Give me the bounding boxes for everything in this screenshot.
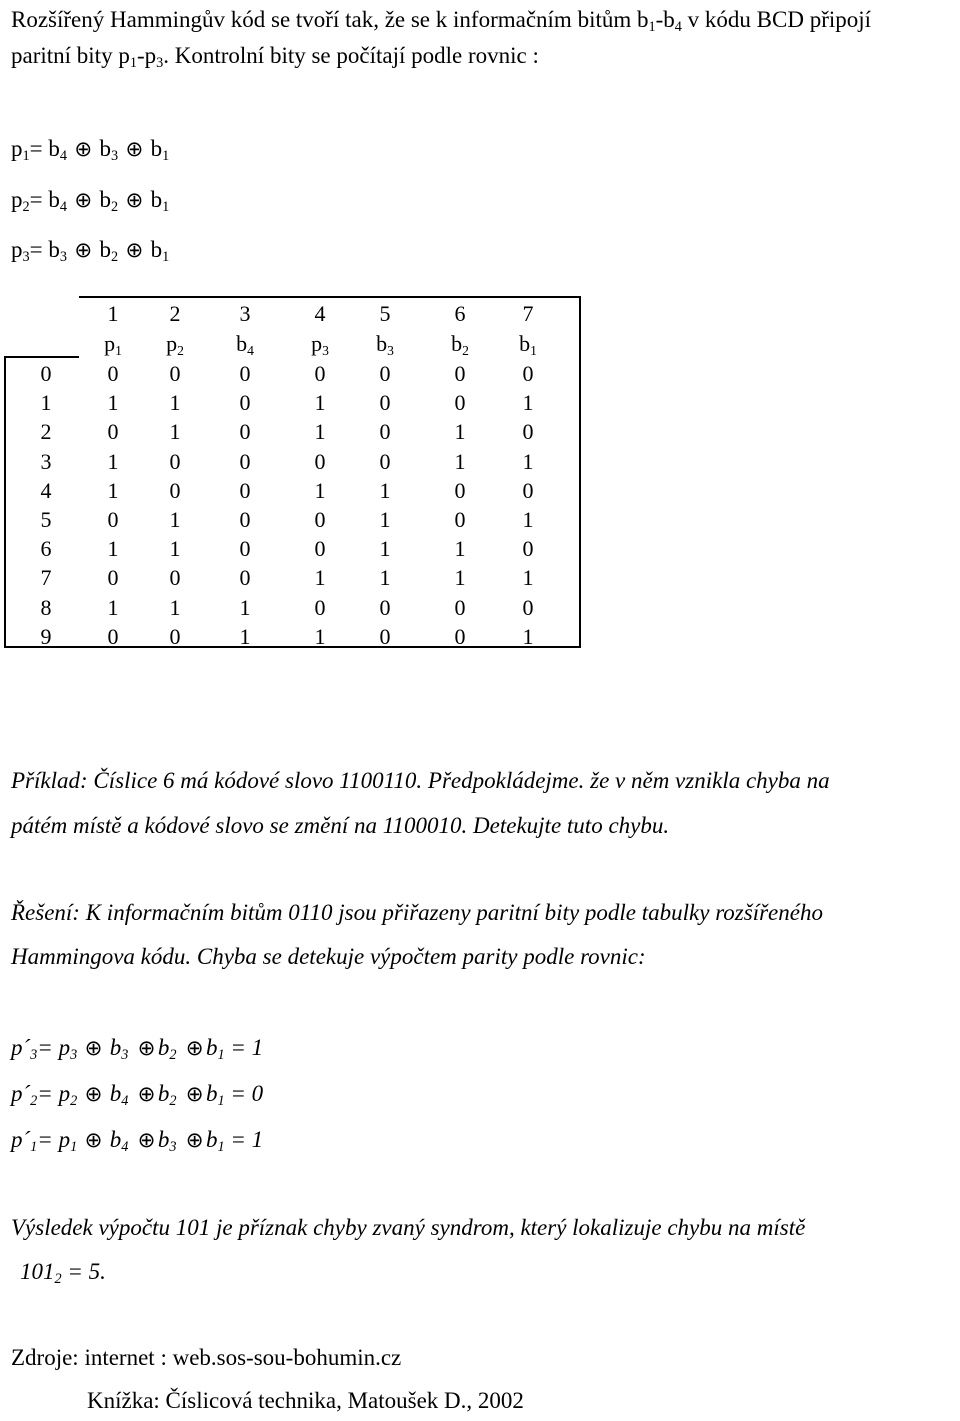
table-cell: 1	[107, 477, 119, 503]
xor-operator: ⊕	[125, 136, 144, 161]
eq-result: = 1	[224, 1035, 264, 1060]
xor-operator: ⊕	[84, 1081, 103, 1106]
table-cell: 0	[239, 361, 251, 386]
table-header-bit	[93, 329, 133, 358]
table-cell: 0	[379, 361, 391, 386]
subscript: 2	[169, 1046, 177, 1063]
table-header-position: 2	[169, 301, 181, 326]
table-row-digit: 6	[40, 536, 52, 562]
table-header-bit	[300, 329, 340, 358]
eq-term: p´	[11, 1081, 31, 1106]
table-cell: 0	[239, 477, 251, 503]
table-cell: 0	[239, 565, 251, 591]
subscript: 2	[177, 342, 184, 358]
intro-text: . Kontrolní bity se počítají podle rovnic :	[163, 43, 539, 68]
eq-term: = b	[29, 187, 60, 212]
solution-line-2: Hammingova kódu. Chyba se detekuje výpočtem parity podle rovnic:	[11, 944, 646, 969]
table-row-digit: 0	[40, 361, 52, 386]
bit-name: b	[236, 331, 248, 356]
table-header-bit	[155, 329, 195, 358]
subscript: 4	[674, 18, 682, 35]
eq-term: b	[206, 1035, 218, 1060]
eq-term: b	[157, 1035, 170, 1060]
parity-equation	[11, 230, 169, 270]
intro-text: paritní bity p	[11, 43, 130, 68]
subscript: 1	[162, 147, 170, 164]
subscript: 3	[322, 342, 329, 358]
table-cell: 0	[314, 536, 326, 562]
eq-term: = p	[37, 1081, 71, 1106]
eq-term: b	[99, 136, 111, 161]
subscript: 3	[387, 342, 394, 358]
table-cell: 0	[107, 623, 119, 649]
table-cell: 1	[169, 507, 181, 532]
parity-equation	[11, 180, 169, 220]
table-cell: 1	[239, 594, 251, 620]
xor-operator: ⊕	[74, 187, 93, 212]
table-cell: 0	[522, 594, 534, 620]
result-value: = 5.	[61, 1259, 106, 1284]
subscript: 3	[111, 147, 119, 164]
table-cell: 1	[379, 536, 391, 562]
sources-line-1: Zdroje: internet : web.sos-sou-bohumin.cz	[11, 1345, 402, 1370]
eq-term: = p	[37, 1127, 71, 1152]
eq-term: = b	[29, 237, 60, 262]
table-cell: 0	[379, 419, 391, 445]
xor-operator: ⊕	[74, 237, 93, 262]
subscript: 2	[169, 1092, 177, 1109]
eq-term: b	[109, 1127, 122, 1152]
table-cell: 0	[379, 594, 391, 620]
table-cell: 1	[107, 594, 119, 620]
subscript: 4	[121, 1092, 129, 1109]
eq-term: p	[11, 237, 23, 262]
eq-term: b	[157, 1081, 170, 1106]
table-header-position: 1	[107, 301, 119, 326]
table-cell: 0	[379, 623, 391, 649]
table-row-digit: 3	[40, 448, 52, 474]
table-cell: 0	[107, 565, 119, 591]
eq-term: b	[157, 1127, 170, 1152]
table-cell: 0	[169, 361, 181, 386]
result-value: 101	[20, 1259, 55, 1284]
xor-operator: ⊕	[74, 136, 93, 161]
result-line-2	[20, 1252, 106, 1292]
table-row-digit: 4	[40, 477, 52, 503]
syndrome-equation	[11, 1028, 263, 1068]
subscript: 2	[30, 1092, 38, 1109]
table-cell: 1	[107, 390, 119, 416]
table-cell: 0	[522, 536, 534, 562]
subscript: 1	[30, 1138, 38, 1155]
sources-line-2: Knížka: Číslicová technika, Matoušek D., 2002	[87, 1388, 524, 1413]
eq-result: = 0	[224, 1081, 264, 1106]
eq-term: b	[99, 187, 111, 212]
table-cell: 0	[107, 419, 119, 445]
subscript: 2	[111, 248, 119, 265]
table-cell: 1	[239, 623, 251, 649]
table-cell: 0	[522, 361, 534, 386]
table-cell: 0	[239, 448, 251, 474]
parity-equation	[11, 129, 169, 169]
table-cell: 1	[169, 419, 181, 445]
syndrome-equation	[11, 1120, 263, 1160]
table-cell: 0	[454, 507, 466, 532]
table-cell: 1	[314, 623, 326, 649]
subscript: 1	[129, 54, 137, 71]
subscript: 1	[530, 342, 537, 358]
table-row-digit: 7	[40, 565, 52, 591]
table-cell: 1	[314, 565, 326, 591]
subscript: 4	[59, 198, 67, 215]
eq-term: b	[109, 1081, 122, 1106]
table-cell: 1	[169, 390, 181, 416]
table-cell: 1	[379, 477, 391, 503]
table-header-position: 5	[379, 301, 391, 326]
table-header-position: 4	[314, 301, 326, 326]
subscript: 2	[54, 1270, 62, 1287]
table-cell: 0	[454, 477, 466, 503]
subscript: 1	[648, 18, 656, 35]
solution-line-1: Řešení: K informačním bitům 0110 jsou přiřazeny paritní bity podle tabulky rozšířeného	[11, 900, 823, 925]
subscript: 4	[121, 1138, 129, 1155]
xor-operator: ⊕	[179, 1081, 204, 1106]
table-row-digit: 5	[40, 507, 52, 532]
table-cell: 1	[314, 419, 326, 445]
xor-operator: ⊕	[179, 1035, 204, 1060]
table-cell: 1	[454, 448, 466, 474]
subscript: 3	[121, 1046, 129, 1063]
eq-term: b	[99, 237, 111, 262]
bit-name: p	[311, 331, 323, 356]
table-cell: 1	[314, 390, 326, 416]
table-cell: 0	[379, 448, 391, 474]
table-cell: 1	[379, 507, 391, 532]
table-row-digit: 1	[40, 390, 52, 416]
subscript: 1	[217, 1046, 225, 1063]
xor-operator: ⊕	[125, 237, 144, 262]
table-header-position: 7	[522, 301, 534, 326]
table-cell: 0	[522, 477, 534, 503]
xor-operator: ⊕	[179, 1127, 204, 1152]
eq-term: = p	[37, 1035, 71, 1060]
subscript: 2	[22, 198, 30, 215]
eq-term: b	[150, 136, 163, 161]
syndrome-equation	[11, 1074, 263, 1114]
eq-term: p´	[11, 1127, 31, 1152]
table-header-bit	[225, 329, 265, 358]
table-header-rule	[4, 356, 79, 358]
table-cell: 1	[169, 536, 181, 562]
table-cell: 1	[522, 507, 534, 532]
subscript: 2	[111, 198, 119, 215]
subscript: 3	[30, 1046, 38, 1063]
example-line-2: pátém místě a kódové slovo se změní na 1100010. Detekujte tuto chybu.	[11, 813, 670, 838]
table-cell: 1	[169, 594, 181, 620]
bit-name: p	[104, 331, 116, 356]
subscript: 3	[169, 1138, 177, 1155]
subscript: 1	[217, 1138, 225, 1155]
table-cell: 1	[379, 565, 391, 591]
table-cell: 0	[314, 594, 326, 620]
table-header-bit	[508, 329, 548, 358]
intro-text: Rozšířený Hammingův kód se tvoří tak, že se k informačním bitům b	[11, 7, 649, 32]
table-cell: 1	[454, 419, 466, 445]
eq-term: p	[11, 136, 23, 161]
table-cell: 0	[239, 419, 251, 445]
eq-term: b	[206, 1081, 218, 1106]
table-row-digit: 9	[40, 623, 52, 649]
subscript: 3	[156, 54, 164, 71]
table-header-bit	[365, 329, 405, 358]
eq-term: b	[109, 1035, 122, 1060]
subscript: 3	[59, 248, 67, 265]
bit-name: b	[519, 331, 531, 356]
table-cell: 0	[379, 390, 391, 416]
xor-operator: ⊕	[84, 1127, 103, 1152]
table-cell: 0	[169, 448, 181, 474]
subscript: 1	[162, 198, 170, 215]
table-header-position: 3	[239, 301, 251, 326]
eq-term: b	[150, 187, 163, 212]
xor-operator: ⊕	[130, 1035, 156, 1060]
table-cell: 0	[314, 361, 326, 386]
subscript: 1	[217, 1092, 225, 1109]
table-cell: 1	[454, 536, 466, 562]
example-line-1: Příklad: Číslice 6 má kódové slovo 1100110. Předpokládejme. že v něm vznikla chyba na	[11, 768, 830, 793]
table-cell: 1	[454, 565, 466, 591]
table-cell: 0	[239, 507, 251, 532]
table-cell: 0	[169, 477, 181, 503]
eq-term: = b	[29, 136, 60, 161]
table-cell: 0	[454, 594, 466, 620]
table-cell: 0	[239, 536, 251, 562]
table-cell: 0	[314, 448, 326, 474]
intro-line-1	[11, 0, 871, 40]
table-header-bit	[440, 329, 480, 358]
bit-name: p	[166, 331, 178, 356]
eq-term: p	[11, 187, 23, 212]
subscript: 1	[162, 248, 170, 265]
subscript: 4	[247, 342, 254, 358]
hamming-code-table	[4, 296, 581, 648]
table-cell: 1	[314, 477, 326, 503]
xor-operator: ⊕	[130, 1081, 156, 1106]
bit-name: b	[451, 331, 463, 356]
table-corner-blank	[4, 296, 79, 358]
table-cell: 0	[169, 565, 181, 591]
result-line-1: Výsledek výpočtu 101 je příznak chyby zvaný syndrom, který lokalizuje chybu na místě	[11, 1215, 806, 1240]
subscript: 1	[115, 342, 122, 358]
subscript: 1	[22, 147, 30, 164]
eq-term: p´	[11, 1035, 31, 1060]
subscript: 4	[59, 147, 67, 164]
subscript: 3	[22, 248, 30, 265]
intro-line-2	[11, 36, 539, 76]
table-cell: 0	[454, 361, 466, 386]
intro-text: -b	[655, 7, 675, 32]
xor-operator: ⊕	[125, 187, 144, 212]
table-cell: 0	[239, 390, 251, 416]
xor-operator: ⊕	[130, 1127, 156, 1152]
table-cell: 1	[107, 536, 119, 562]
subscript: 1	[70, 1138, 78, 1155]
intro-text: v kódu BCD připojí	[681, 7, 872, 32]
table-cell: 0	[454, 623, 466, 649]
intro-text: -p	[136, 43, 157, 68]
bit-name: b	[376, 331, 388, 356]
table-row-digit: 8	[40, 594, 52, 620]
subscript: 3	[70, 1046, 78, 1063]
xor-operator: ⊕	[84, 1035, 103, 1060]
subscript: 2	[70, 1092, 78, 1109]
table-cell: 0	[169, 623, 181, 649]
eq-term: b	[206, 1127, 218, 1152]
table-cell: 0	[314, 507, 326, 532]
table-cell: 1	[522, 623, 534, 649]
table-cell: 1	[107, 448, 119, 474]
table-cell: 1	[522, 565, 534, 591]
table-cell: 0	[107, 361, 119, 386]
table-row-digit: 2	[40, 419, 52, 445]
table-cell: 0	[522, 419, 534, 445]
table-cell: 0	[454, 390, 466, 416]
eq-result: = 1	[224, 1127, 264, 1152]
table-cell: 1	[522, 448, 534, 474]
table-header-position: 6	[454, 301, 466, 326]
subscript: 2	[462, 342, 469, 358]
table-cell: 0	[107, 507, 119, 532]
table-cell: 1	[522, 390, 534, 416]
eq-term: b	[150, 237, 163, 262]
